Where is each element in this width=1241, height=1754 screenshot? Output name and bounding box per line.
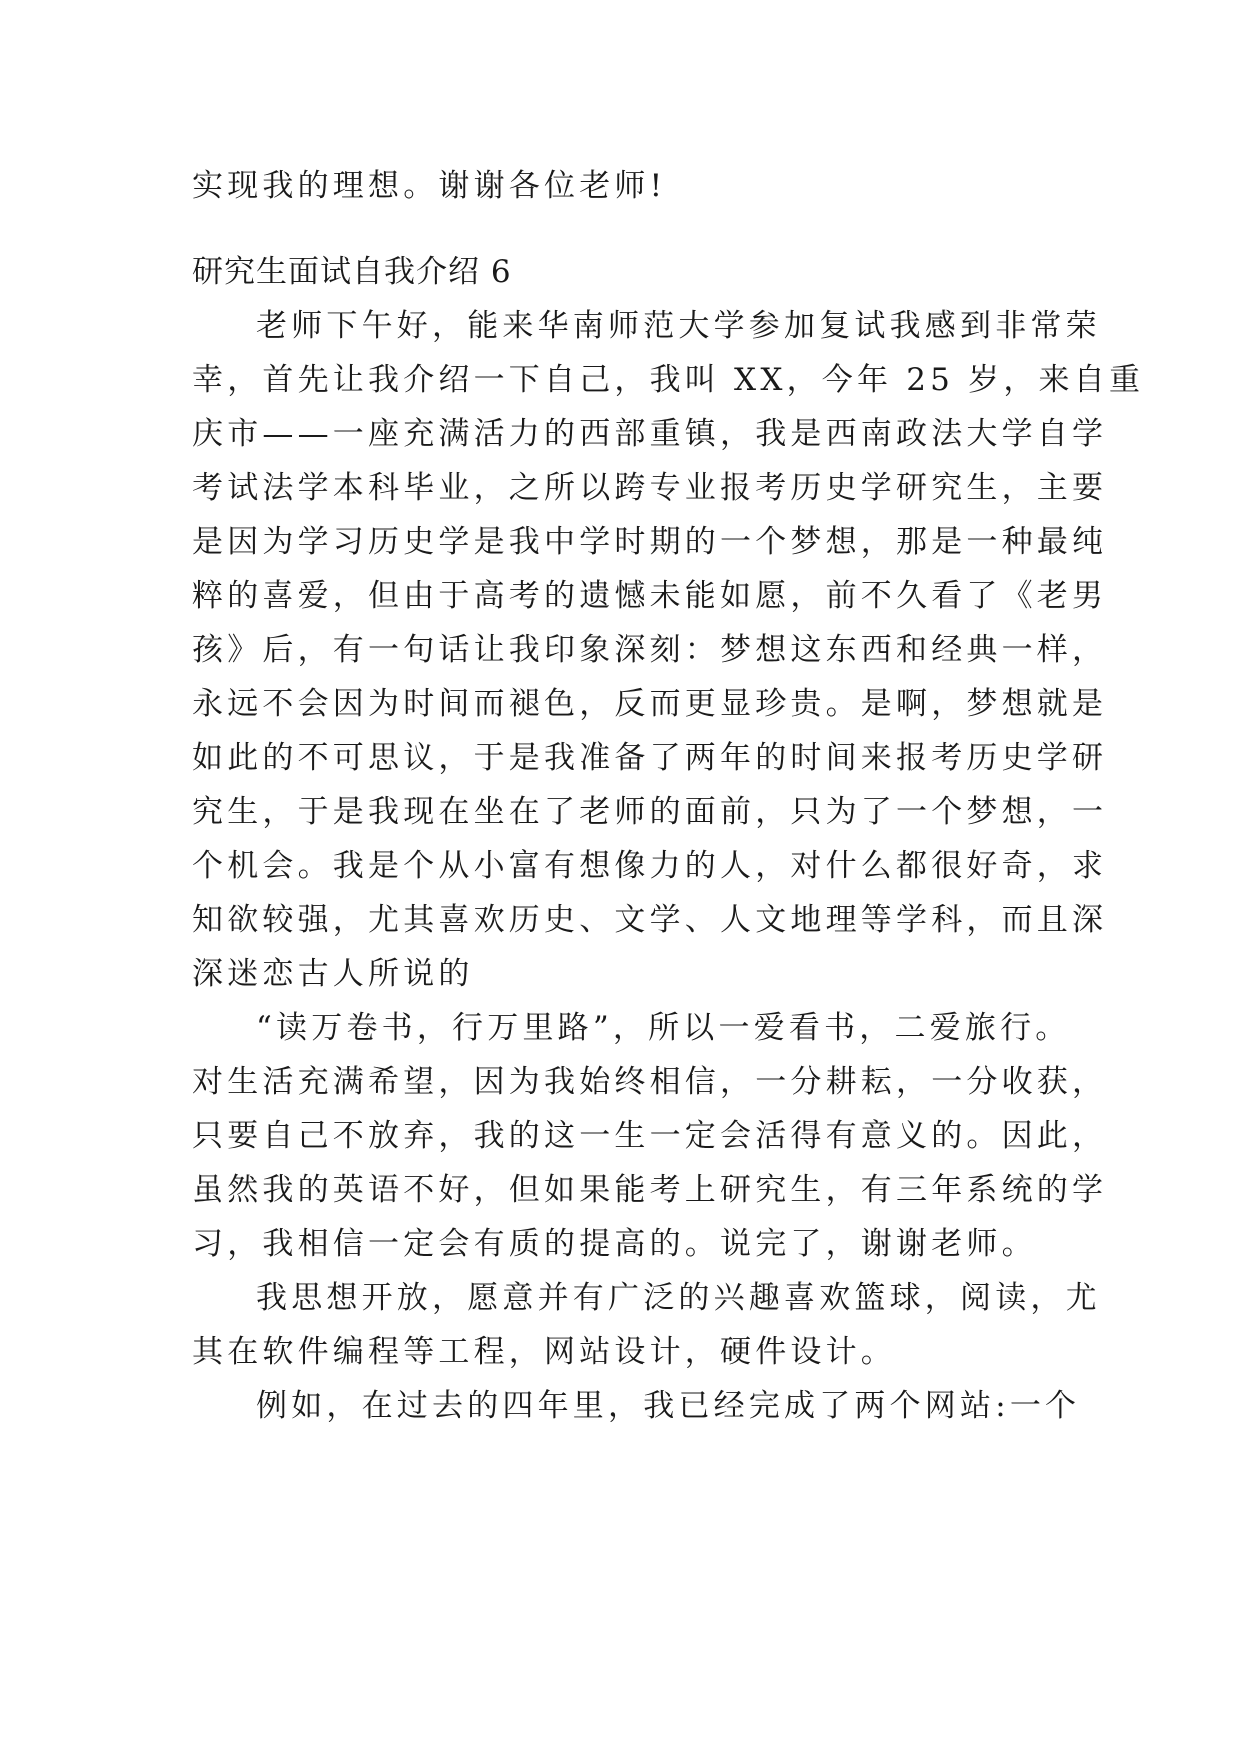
paragraph-line: 知欲较强，尤其喜欢历史、文学、人文地理等学科，而且深 [192, 902, 1108, 938]
paragraph-line: 对生活充满希望，因为我始终相信，一分耕耘，一分收获， [192, 1064, 1108, 1100]
paragraph-line: 老师下午好，能来华南师范大学参加复试我感到非常荣 [256, 308, 1101, 344]
paragraph-line: 孩》后，有一句话让我印象深刻：梦想这东西和经典一样， [192, 632, 1108, 668]
paragraph-line: 究生，于是我现在坐在了老师的面前，只为了一个梦想，一 [192, 794, 1108, 830]
paragraph-line: 我思想开放，愿意并有广泛的兴趣喜欢篮球，阅读，尤 [256, 1280, 1101, 1316]
paragraph-line: 习，我相信一定会有质的提高的。说完了，谢谢老师。 [192, 1226, 1037, 1262]
paragraph-line: 是因为学习历史学是我中学时期的一个梦想，那是一种最纯 [192, 524, 1108, 560]
paragraph-line: 永远不会因为时间而褪色，反而更显珍贵。是啊，梦想就是 [192, 686, 1108, 722]
section-heading: 研究生面试自我介绍 6 [192, 254, 512, 290]
paragraph-line: 幸，首先让我介绍一下自己，我叫 XX，今年 25 岁，来自重 [192, 362, 1145, 398]
paragraph-line: “读万卷书，行万里路”，所以一爱看书，二爱旅行。 [256, 1010, 1071, 1046]
paragraph-line: 考试法学本科毕业，之所以跨专业报考历史学研究生，主要 [192, 470, 1108, 506]
paragraph-line: 其在软件编程等工程，网站设计，硬件设计。 [192, 1334, 896, 1370]
paragraph-line: 庆市——一座充满活力的西部重镇，我是西南政法大学自学 [192, 416, 1108, 452]
paragraph-line: 如此的不可思议，于是我准备了两年的时间来报考历史学研 [192, 740, 1108, 776]
paragraph-line: 虽然我的英语不好，但如果能考上研究生，有三年系统的学 [192, 1172, 1108, 1208]
paragraph-line: 粹的喜爱，但由于高考的遗憾未能如愿，前不久看了《老男 [192, 578, 1108, 614]
paragraph-line: 只要自己不放弃，我的这一生一定会活得有意义的。因此， [192, 1118, 1108, 1154]
paragraph-line: 例如，在过去的四年里，我已经完成了两个网站:一个 [256, 1388, 1081, 1424]
closing-line: 实现我的理想。谢谢各位老师! [192, 168, 667, 204]
paragraph-line: 个机会。我是个从小富有想像力的人，对什么都很好奇，求 [192, 848, 1108, 884]
paragraph-line: 深迷恋古人所说的 [192, 956, 474, 992]
